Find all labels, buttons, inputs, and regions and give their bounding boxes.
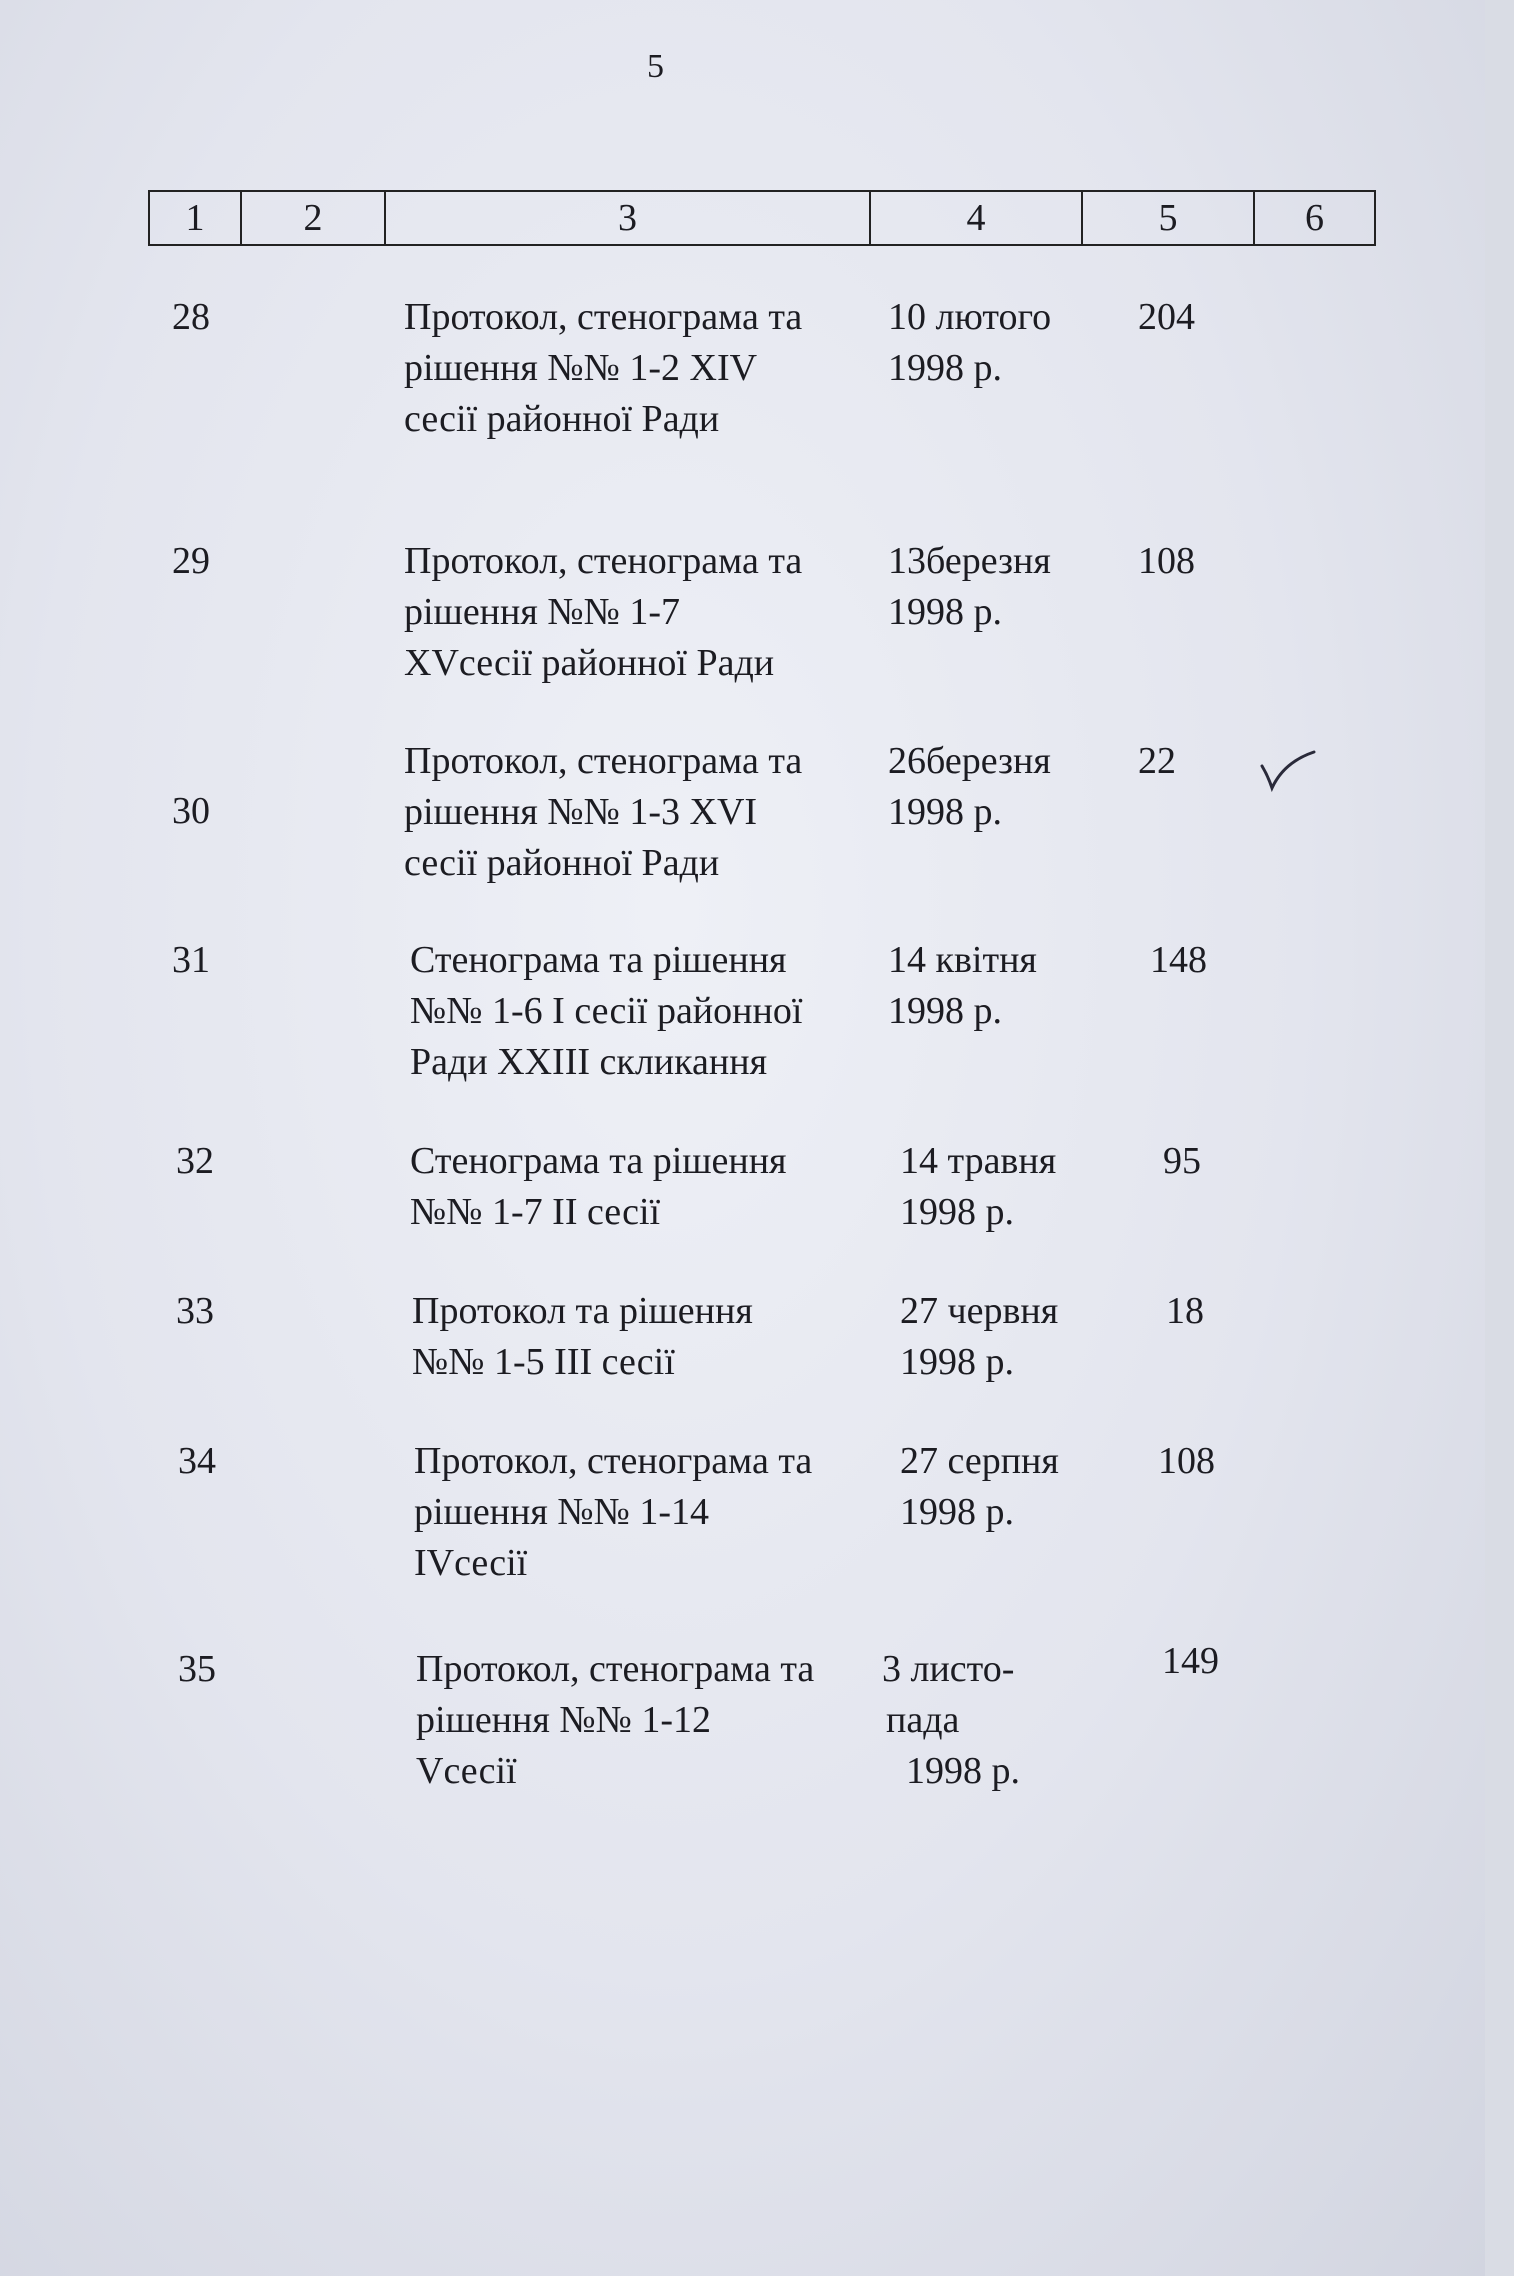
title-line: Протокол, стенограма та: [414, 1440, 813, 1482]
date-line: 1998 р.: [888, 591, 1002, 633]
row-date: [882, 1644, 1102, 1797]
title-line: Протокол, стенограма та: [416, 1648, 815, 1690]
date-line: 1998 р.: [906, 1750, 1020, 1792]
row-pages: 108: [1138, 540, 1195, 582]
title-line: №№ 1-6 I сесії районної: [410, 990, 803, 1032]
title-line: Протокол, стенограма та: [404, 296, 803, 338]
row-date: [900, 1286, 1120, 1388]
header-col-4: 4: [871, 192, 1083, 244]
date-line: 1998 р.: [900, 1191, 1014, 1233]
row-number: 28: [172, 296, 210, 338]
row-date: [888, 536, 1108, 638]
title-line: №№ 1-5 III сесії: [412, 1341, 675, 1383]
date-line: 14 травня: [900, 1140, 1057, 1182]
date-line: 13березня: [888, 540, 1051, 582]
row-pages: 148: [1150, 939, 1207, 981]
title-line: рішення №№ 1-2 XIV: [404, 347, 758, 389]
date-line: 1998 р.: [888, 990, 1002, 1032]
table-header: [148, 190, 1376, 246]
row-number: 30: [172, 790, 210, 832]
title-line: рішення №№ 1-3 XVI: [404, 791, 758, 833]
title-line: IVсесії: [414, 1542, 528, 1584]
header-col-3: 3: [386, 192, 871, 244]
row-title: [404, 292, 884, 445]
row-pages: 108: [1158, 1440, 1215, 1482]
row-pages: 22: [1138, 740, 1176, 782]
row-pages: 149: [1162, 1640, 1219, 1682]
date-line: 27 червня: [900, 1290, 1059, 1332]
title-line: Ради XXIII скликання: [410, 1041, 768, 1083]
row-title: [412, 1286, 892, 1388]
row-title: [404, 536, 884, 689]
date-line: 3 листо-: [882, 1648, 1015, 1690]
row-number: 29: [172, 540, 210, 582]
row-number: 32: [176, 1140, 214, 1182]
header-col-1: 1: [150, 192, 242, 244]
row-date: [888, 935, 1108, 1037]
date-line: 1998 р.: [888, 347, 1002, 389]
date-line: 1998 р.: [900, 1341, 1014, 1383]
row-date: [888, 736, 1108, 838]
title-line: сесії районної Ради: [404, 842, 720, 884]
date-line: пада: [886, 1699, 960, 1741]
title-line: Стенограма та рішення: [410, 939, 787, 981]
header-col-6: 6: [1305, 197, 1324, 239]
row-number: 35: [178, 1648, 216, 1690]
header-col-2: 2: [242, 192, 386, 244]
row-pages: 95: [1163, 1140, 1201, 1182]
date-line: 1998 р.: [888, 791, 1002, 833]
title-line: Vсесії: [416, 1750, 517, 1792]
checkmark-icon: [1258, 748, 1318, 794]
header-col-5: 5: [1083, 192, 1255, 244]
row-number: 34: [178, 1440, 216, 1482]
title-line: Протокол та рішення: [412, 1290, 753, 1332]
title-line: Протокол, стенограма та: [404, 540, 803, 582]
title-line: рішення №№ 1-12: [416, 1699, 712, 1741]
row-title: [416, 1644, 896, 1797]
row-title: [410, 1136, 890, 1238]
row-title: [414, 1436, 894, 1589]
date-line: 1998 р.: [900, 1491, 1014, 1533]
date-line: 26березня: [888, 740, 1051, 782]
row-date: [900, 1136, 1120, 1238]
date-line: 10 лютого: [888, 296, 1052, 338]
title-line: рішення №№ 1-14: [414, 1491, 710, 1533]
title-line: Стенограма та рішення: [410, 1140, 787, 1182]
row-number: 33: [176, 1290, 214, 1332]
row-pages: 204: [1138, 296, 1195, 338]
title-line: сесії районної Ради: [404, 398, 720, 440]
row-date: [888, 292, 1108, 394]
date-line: 27 серпня: [900, 1440, 1059, 1482]
title-line: рішення №№ 1-7: [404, 591, 681, 633]
date-line: 14 квітня: [888, 939, 1037, 981]
title-line: №№ 1-7 II сесії: [410, 1191, 661, 1233]
row-date: [900, 1436, 1120, 1538]
row-pages: 18: [1166, 1290, 1204, 1332]
row-title: [410, 935, 890, 1088]
title-line: XVсесії районної Ради: [404, 642, 775, 684]
row-title: [404, 736, 884, 889]
row-number: 31: [172, 939, 210, 981]
page-number: 5: [647, 48, 664, 85]
title-line: Протокол, стенограма та: [404, 740, 803, 782]
